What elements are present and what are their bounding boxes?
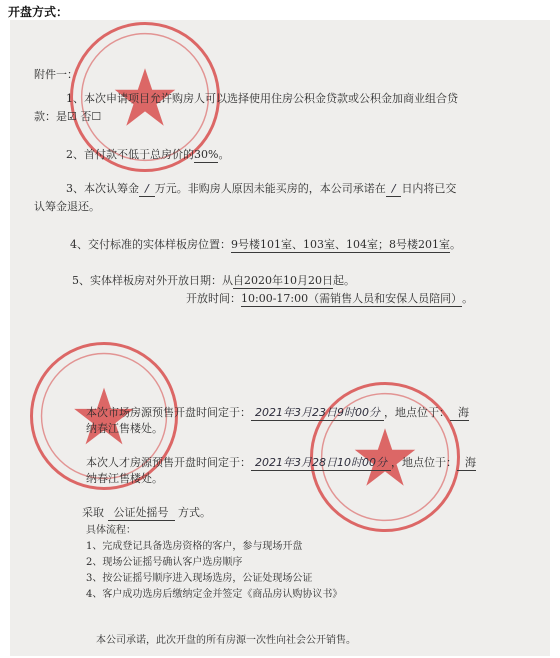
talent-label: 本次人才房源预售开盘时间定于： [86,456,251,469]
item-5 [72,274,355,289]
item-3-blank-2: / [386,182,402,197]
item-3-text-a: 3、本次认筹金 [66,182,139,195]
item-1-no: 否 [80,110,92,123]
item-1-continued [34,110,101,124]
item-5-suffix: 起。 [333,274,355,287]
method [82,506,211,521]
section-heading: 开盘方式： [8,5,69,19]
item-3 [66,182,456,197]
market-label: 本次市场房源预售开盘时间定于： [86,406,251,419]
item-3-text-c: 日内将已交 [401,182,457,195]
item-4-suffix: 。 [449,238,461,251]
document-photo [10,20,550,656]
process-step: 1、完成登记具备选房资格的客户，参与现场开盘 [86,541,303,552]
item-3-continued: 认筹金退还。 [34,200,100,213]
item-2-suffix: 。 [218,148,230,161]
item-3-blank-1: / [139,182,155,197]
commitment: 本公司承诺，此次开盘的所有房源一次性向社会公开销售。 [96,635,356,646]
item-1: 1、本次申请项目允许购房人可以选择使用住房公积金贷款或公积金加商业组合贷 [66,92,458,105]
process-step: 4、客户成功选房后缴纳定金并签定《商品房认购协议书》 [86,589,343,600]
talent-opening [86,456,476,471]
item-5-open-time [186,292,473,307]
market-place-a: 海 [450,406,469,421]
market-date: 2021年3月23日9时00分 [251,406,384,421]
open-time-value: 10:00-17:00（需销售人员和安保人员陪同） [241,292,463,305]
item-2-value: 30% [194,148,219,161]
item-2 [66,148,229,163]
method-value: 公证处摇号 [108,506,175,521]
talent-place-continued: 纳春江售楼处。 [86,472,163,485]
market-opening [86,406,469,421]
item-4-value: 9号楼101室、103室、104室；8号楼201室 [231,238,450,251]
process-step: 2、现场公证摇号确认客户选房顺序 [86,557,243,568]
item-4-text: 4、交付标准的实体样板房位置： [70,238,231,251]
process-title: 具体流程： [86,525,136,536]
method-suffix: 方式。 [178,506,211,519]
item-3-text-b: 万元。非购房人原因未能买房的，本公司承诺在 [154,182,386,195]
item-4 [70,238,461,253]
market-place-continued: 纳春江售楼处。 [86,422,163,435]
method-prefix: 采取 [82,506,104,519]
checkbox-checked-icon: ☑ [67,110,77,123]
item-2-text: 2、首付款不低于总房价的 [66,148,194,161]
item-1-yes: 款：是 [34,110,67,123]
market-place-label: ，地点位于： [384,406,450,419]
appendix-label: 附件一： [34,68,78,81]
open-time-suffix: 。 [462,292,474,305]
item-5-text: 5、实体样板房对外开放日期：从 [72,274,233,287]
talent-place-label: ，地点位于： [390,456,457,469]
open-time-label: 开放时间： [186,292,241,305]
item-5-date: 自2020年10月20日 [233,274,333,287]
checkbox-empty-icon: ☐ [91,110,102,123]
process-step: 3、按公证摇号顺序进入现场选房，公证处现场公证 [86,573,313,584]
talent-place-a: 海 [457,456,476,471]
talent-date: 2021年3月28日10时00分 [251,456,391,471]
